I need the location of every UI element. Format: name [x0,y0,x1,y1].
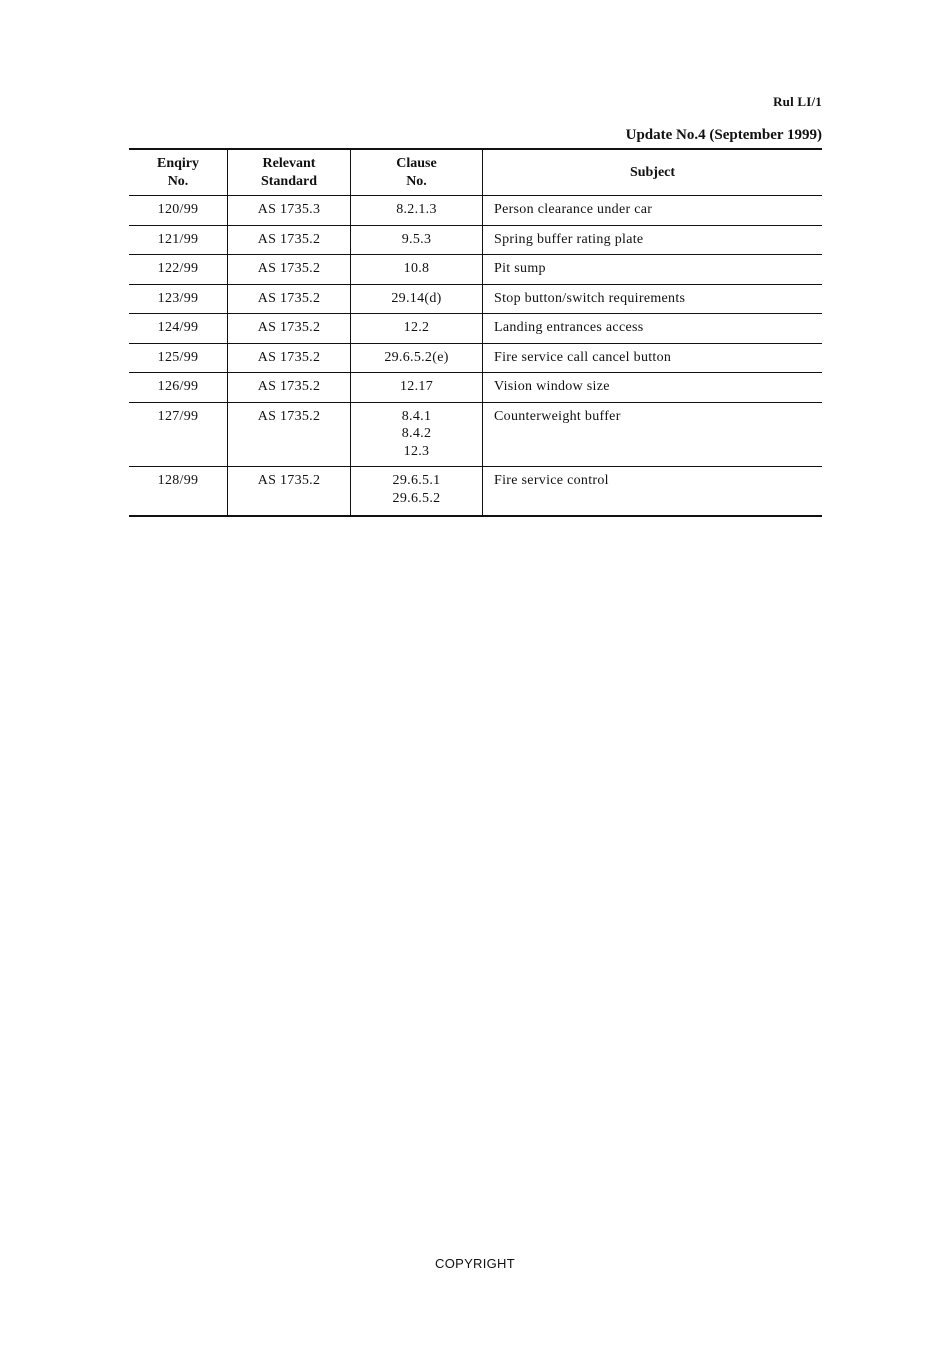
table-row [129,284,822,314]
copyright-notice: COPYRIGHT [435,1256,515,1271]
subject-cell: Pit sump [483,255,823,285]
relevant-standard-cell: AS 1735.3 [228,196,351,226]
enquiry-number-cell: 125/99 [129,343,228,373]
clause-number: 12.2 [403,320,430,335]
subject-cell: Counterweight buffer [483,402,823,467]
table-row [129,255,822,285]
table-row [129,467,822,517]
subject-cell: Landing entrances access [483,314,823,344]
enquiry-number-cell: 126/99 [129,373,228,403]
column-header-standard-line: Standard [260,173,318,189]
column-header-subject: Subject [483,149,823,196]
enquiry-number-cell: 122/99 [129,255,228,285]
enquiry-number-cell: 128/99 [129,467,228,517]
clause-number: 29.6.5.2(e) [384,349,449,365]
header-row [129,149,822,196]
clause-number-cell [351,343,483,373]
table-row [129,196,822,226]
relevant-standard-cell: AS 1735.2 [228,225,351,255]
column-header-standard [228,149,351,196]
table-header [129,149,822,196]
clause-number-cell [351,467,483,517]
enquiry-number-cell: 123/99 [129,284,228,314]
relevant-standard-cell: AS 1735.2 [228,314,351,344]
enquiry-number-cell: 120/99 [129,196,228,226]
column-header-standard-line: Relevant [262,155,316,171]
clause-number: 10.8 [403,261,430,276]
document-code: Rul LI/1 [773,94,822,109]
enquiry-number-cell: 124/99 [129,314,228,344]
relevant-standard-cell: AS 1735.2 [228,402,351,467]
relevant-standard-cell: AS 1735.2 [228,343,351,373]
column-header-clause-line: Clause [396,155,437,171]
column-header-clause [351,149,483,196]
clause-number-cell [351,402,483,467]
table-row [129,343,822,373]
clause-number-cell [351,196,483,226]
clause-number: 12.3 [403,443,430,459]
clause-number: 9.5.3 [401,231,432,247]
subject-cell: Person clearance under car [483,196,823,226]
column-header-enquiry-line: No. [167,173,189,189]
enquiry-number-cell: 121/99 [129,225,228,255]
clause-number-cell [351,255,483,285]
subject-cell: Fire service call cancel button [483,343,823,373]
update-title: Update No.4 (September 1999) [625,127,822,143]
table-row [129,402,822,467]
clause-number: 8.4.2 [401,426,432,441]
clause-number: 29.14(d) [391,290,442,306]
clause-number: 29.6.5.2 [392,490,441,506]
subject-cell: Stop button/switch requirements [483,284,823,314]
clause-number: 12.17 [400,379,433,394]
subject-cell: Spring buffer rating plate [483,225,823,255]
enquiry-table [129,148,822,517]
table-body [129,196,822,517]
clause-number-cell [351,373,483,403]
relevant-standard-cell: AS 1735.2 [228,284,351,314]
subject-cell: Fire service control [483,467,823,517]
clause-number: 29.6.5.1 [392,473,441,488]
column-header-enquiry [129,149,228,196]
table-row [129,373,822,403]
table-row [129,314,822,344]
clause-number-cell [351,284,483,314]
clause-number: 8.2.1.3 [396,202,437,217]
table-row [129,225,822,255]
column-header-clause-line: No. [406,173,427,189]
clause-number-cell [351,314,483,344]
subject-cell: Vision window size [483,373,823,403]
relevant-standard-cell: AS 1735.2 [228,373,351,403]
clause-number: 8.4.1 [401,408,432,424]
column-header-enquiry-line: Enqiry [156,155,199,171]
enquiry-number-cell: 127/99 [129,402,228,467]
relevant-standard-cell: AS 1735.2 [228,255,351,285]
relevant-standard-cell: AS 1735.2 [228,467,351,517]
enquiry-table-container [129,148,822,517]
clause-number-cell [351,225,483,255]
